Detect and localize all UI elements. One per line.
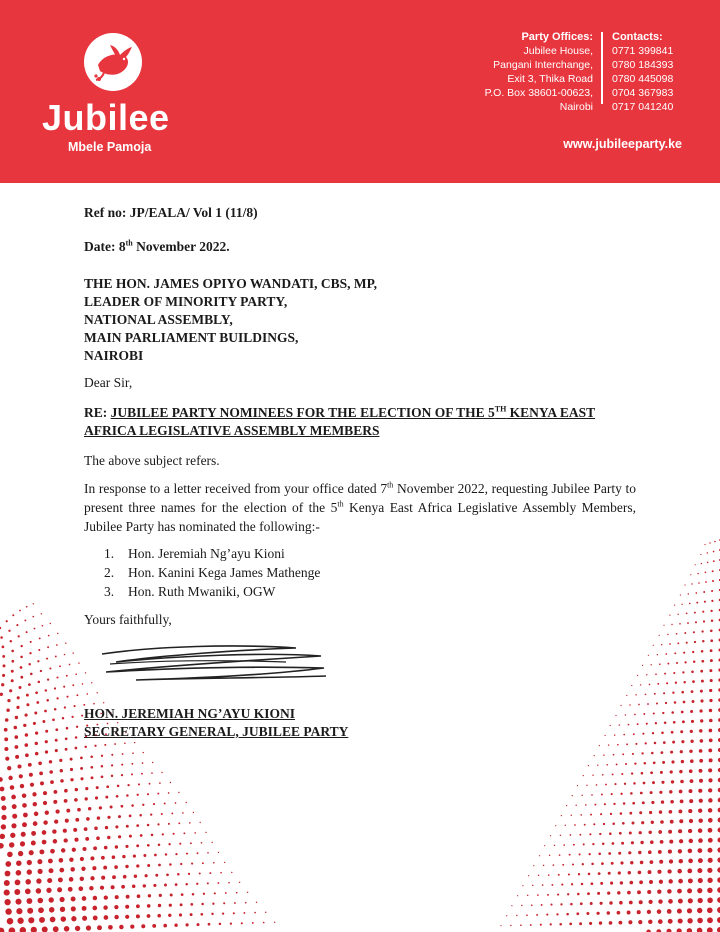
nominee-list xyxy=(104,544,320,601)
nominee-name: Hon. Ruth Mwaniki, OGW xyxy=(128,584,276,599)
body-text: November 2022, requesting Jubilee Party to present three names for the election of the 5 xyxy=(84,481,637,515)
list-number: 3. xyxy=(104,584,115,599)
brand-name: Jubilee xyxy=(42,97,170,138)
body-paragraph xyxy=(84,479,636,536)
contact-number: 0780 445098 xyxy=(612,73,674,85)
list-number: 1. xyxy=(104,546,115,561)
office-line: P.O. Box 38601-00623, xyxy=(484,87,593,99)
subject-part: KENYA EAST xyxy=(506,405,596,420)
subject-refers: The above subject refers. xyxy=(84,453,220,468)
brand-tagline: Mbele Pamoja xyxy=(68,140,152,154)
dove-logo-icon xyxy=(84,33,142,91)
date-prefix: Date: 8 xyxy=(84,239,126,254)
address-line: THE HON. JAMES OPIYO WANDATI, CBS, MP, xyxy=(84,276,378,291)
signatory-title: SECRETARY GENERAL, JUBILEE PARTY xyxy=(84,724,349,739)
body-text: Kenya East Africa Legislative Assembly Members, Jubilee Party has nominated the following:- xyxy=(84,500,636,534)
reference-number: Ref no: JP/EALA/ Vol 1 (11/8) xyxy=(84,205,258,220)
subject-line-2: AFRICA LEGISLATIVE ASSEMBLY MEMBERS xyxy=(84,423,380,438)
contact-number: 0780 184393 xyxy=(612,59,674,71)
contacts xyxy=(612,30,673,114)
nominee-name: Hon. Jeremiah Ng’ayu Kioni xyxy=(128,546,285,561)
list-item xyxy=(104,563,320,582)
body-sup: th xyxy=(337,499,344,509)
office-line: Nairobi xyxy=(559,101,593,113)
office-line: Jubilee House, xyxy=(523,45,593,57)
office-line: Pangani Interchange, xyxy=(493,59,593,71)
website-link[interactable]: www.jubileeparty.ke xyxy=(563,137,682,151)
date-sup: th xyxy=(125,238,133,248)
contact-number: 0704 367983 xyxy=(612,87,674,99)
list-number: 2. xyxy=(104,565,115,580)
offices-heading: Party Offices: xyxy=(521,31,593,43)
list-item xyxy=(104,544,320,563)
letter-date xyxy=(84,238,230,256)
signature-image xyxy=(96,642,336,692)
nominee-name: Hon. Kanini Kega James Mathenge xyxy=(128,565,321,580)
contact-number: 0717 041240 xyxy=(612,101,674,113)
signatory-name: HON. JEREMIAH NG’AYU KIONI xyxy=(84,706,296,721)
letterhead xyxy=(0,0,720,183)
subject-line xyxy=(84,404,644,440)
subject-sup: TH xyxy=(494,404,507,414)
office-line: Exit 3, Thika Road xyxy=(507,73,593,85)
closing: Yours faithfully, xyxy=(84,612,172,627)
recipient-address xyxy=(84,275,377,365)
salutation: Dear Sir, xyxy=(84,375,133,390)
re-label: RE: xyxy=(84,405,108,420)
list-item xyxy=(104,582,320,601)
contact-number: 0771 399841 xyxy=(612,45,674,57)
address-line: LEADER OF MINORITY PARTY, xyxy=(84,294,288,309)
subject-part: JUBILEE PARTY NOMINEES FOR THE ELECTION OF THE 5 xyxy=(110,405,495,420)
body-text: In response to a letter received from your office dated 7 xyxy=(84,481,388,496)
body-sup: th xyxy=(387,480,394,490)
date-suffix: November 2022. xyxy=(132,239,230,254)
address-line: NATIONAL ASSEMBLY, xyxy=(84,312,233,327)
contacts-heading: Contacts: xyxy=(612,31,663,43)
address-line: NAIROBI xyxy=(84,348,144,363)
address-line: MAIN PARLIAMENT BUILDINGS, xyxy=(84,330,299,345)
header-divider xyxy=(601,32,603,104)
party-offices xyxy=(485,30,593,114)
